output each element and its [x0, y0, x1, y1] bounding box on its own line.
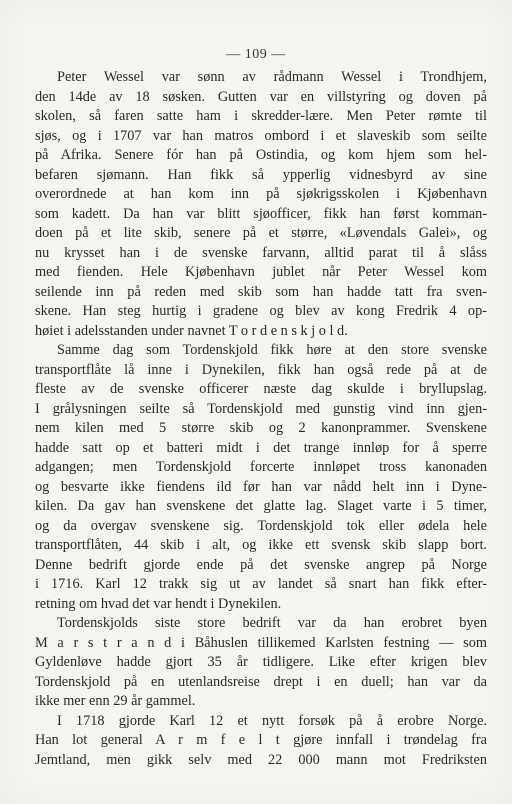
text-line: befaren sjømann. Han fikk så ypperlig vidnesbyrd av sine	[35, 166, 487, 183]
text-line: sjøs, og i 1707 var han matros ombord i et slaveskib som seilte	[35, 127, 487, 144]
text-line: Tordenskjolds siste store bedrift var da han erobret byen	[57, 615, 487, 631]
text-line: nu krysset han i de svenske farvann, alltid parat til å slåss	[35, 244, 487, 261]
text-line: I grålysningen seilte så Tordenskjold med gunstig vind inn gjen-	[35, 400, 487, 417]
text-line: transportflåte lå inne i Dynekilen, fikk han også rede på at de	[35, 361, 487, 378]
text-line: på Afrika. Senere fór han på Ostindia, og kom hjem som hel-	[35, 147, 487, 163]
text-line: ikke mer enn 29 år gammel.	[35, 693, 196, 709]
text-line: fleste av de svenske officerer næste dag skulde i bryllupslag.	[35, 381, 487, 397]
text-line: transportflåten, 44 skib i alt, og ikke ett svensk skib slapp bort.	[35, 537, 487, 553]
text-line: nem kilen med 5 større skib og 2 kanonprammer. Svenskene	[35, 420, 487, 436]
text-line: og besvarte ikke fiendens ild før han var nådd helt inn i Dyne-	[35, 478, 487, 495]
text-line: Han lot general A r m f e l t gjøre innfall i trøndelag fra	[35, 732, 487, 748]
text-line: Tordenskjold på en utenlandsreise drept i en duell; han var da	[35, 673, 487, 690]
text-line: Peter Wessel var sønn av rådmann Wessel i Trondhjem,	[57, 69, 487, 85]
text-line: overordnede at han kom inn på sjøkrigsskolen i Kjøbenhavn	[35, 186, 487, 202]
text-line: skolen, så faren satte ham i skredder-lære. Men Peter rømte til	[35, 108, 487, 124]
text-line: Denne bedrift gjorde ende på det svenske angrep på Norge	[35, 556, 487, 573]
page-number: — 109 —	[226, 47, 286, 62]
text-line: Jemtland, men gikk selv med 22 000 mann mot Fredriksten	[35, 751, 487, 768]
text-line: som kadett. Da han var blitt sjøofficer, fikk han først komman-	[35, 205, 487, 222]
text-line: i 1716. Karl 12 trakk sig ut av landet så snart han fikk efter-	[35, 576, 487, 592]
text-line: høiet i adelsstanden under navnet T o r d e n s k j o l d.	[35, 322, 348, 339]
text-line: skene. Han steg hurtig i gradene og blev av kong Fredrik 4 op-	[35, 303, 487, 319]
body-text	[35, 68, 487, 770]
text-line: Samme dag som Tordenskjold fikk høre at den store svenske	[57, 342, 487, 358]
text-line: den 14de av 18 søsken. Gutten var en villstyring og doven på	[35, 88, 487, 105]
text-line: seilende inn på reden med skib som han hadde tatt fra sven-	[35, 283, 487, 300]
text-line: doen på et lite skib, senere på et større, «Løvendals Galei», og	[35, 225, 487, 241]
text-line: M a r s t r a n d i Båhuslen tillikemed Karlsten festning — som	[35, 634, 487, 651]
text-line: Gyldenløve hadde gjort 35 år tidligere. Like efter krigen blev	[35, 654, 487, 670]
text-line: retning om hvad det var hendt i Dynekilen.	[35, 595, 282, 612]
text-line: med fienden. Hele Kjøbenhavn jublet når Peter Wessel kom	[35, 264, 487, 280]
text-line: I 1718 gjorde Karl 12 et nytt forsøk på å erobre Norge.	[57, 712, 487, 729]
text-line: hadde satt op et batteri midt i det trange innløp for å sperre	[35, 439, 487, 456]
text-line: kilen. Da gav han svenskene det glatte lag. Slaget varte i 5 timer,	[35, 498, 487, 514]
text-line: og da overgav svenskene sig. Tordenskjold tok eller ødela hele	[35, 517, 487, 534]
text-line: adgangen; men Tordenskjold forcerte innløpet tross kanonaden	[35, 459, 487, 475]
